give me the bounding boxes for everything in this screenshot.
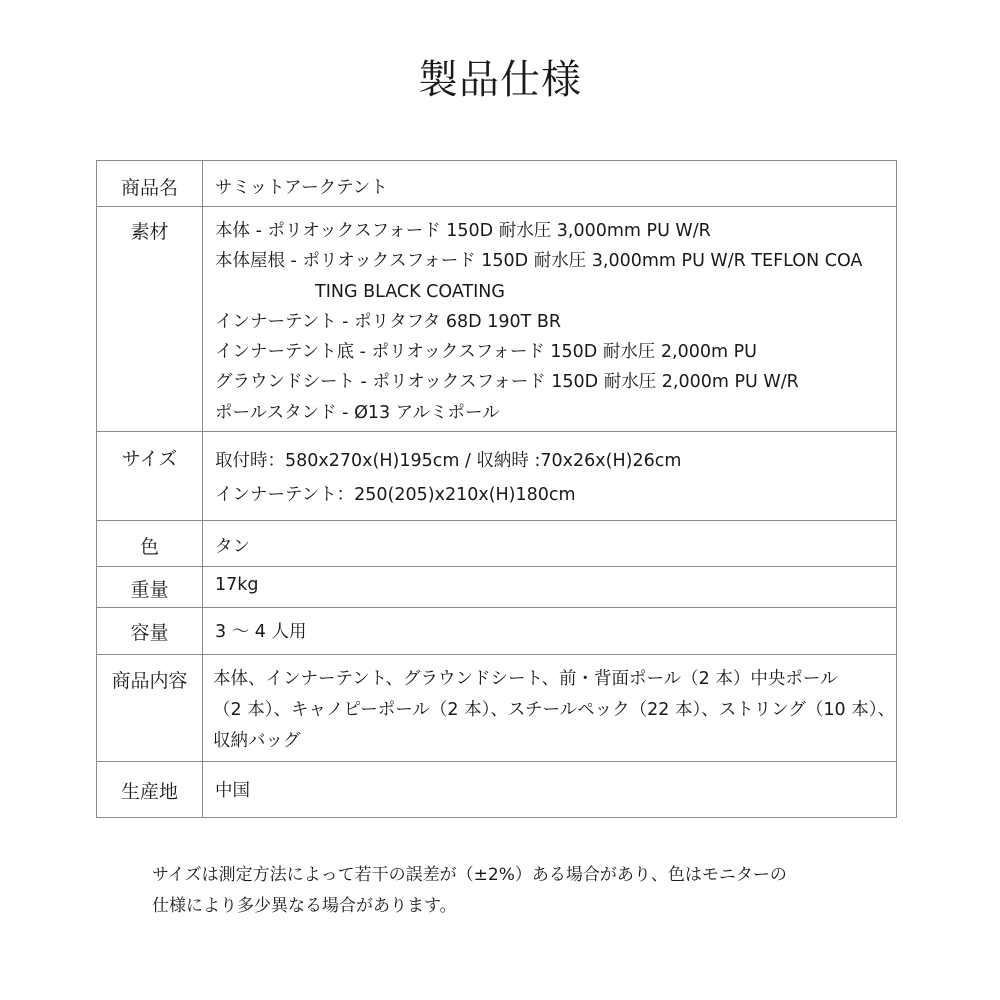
value-line: （2 本）、キャノピーポール（2 本）、スチールペック（22 本）、ストリング（10 本）、 (213, 700, 895, 720)
value-line: タン (215, 537, 250, 557)
footnote-line: 仕様により多少異なる場合があります。 (152, 896, 457, 916)
row-value (203, 762, 897, 818)
value-line: TING BLACK COATING (315, 281, 505, 302)
value-line: ポールスタンド - Ø13 アルミポール (215, 402, 500, 423)
row-label (97, 762, 203, 818)
value-line: 本体屋根 - ポリオックスフォード 150D 耐水圧 3,000mm PU W/R TEFLON COA (215, 251, 863, 272)
row-label (97, 521, 203, 567)
table-row-material (97, 207, 897, 432)
value-line: 17kg (215, 575, 259, 595)
page-title: 製品仕様 (418, 57, 582, 103)
value-line: インナーテント底 - ポリオックスフォード 150D 耐水圧 2,000m PU (215, 342, 757, 363)
row-value (203, 161, 897, 207)
row-value (203, 432, 897, 521)
value-line: 取付時：580x270x(H)195cm / 収納時 :70x26x(H)26cm (215, 451, 682, 471)
value-line: 本体、インナーテント、グラウンドシート、前・背面ポール（2 本）中央ポール (213, 669, 838, 689)
row-label (97, 207, 203, 432)
value-line: インナーテント - ポリタフタ 68D 190T BR (215, 311, 562, 332)
table-row-contents (97, 655, 897, 762)
row-label (97, 567, 203, 608)
value-line: 収納バッグ (213, 731, 301, 751)
row-label (97, 161, 203, 207)
value-line: 中国 (215, 781, 250, 801)
value-line: 本体 - ポリオックスフォード 150D 耐水圧 3,000mm PU W/R (215, 221, 711, 241)
row-label (97, 608, 203, 655)
row-label-text: 重量 (130, 579, 169, 601)
row-label-text: 商品名 (120, 177, 178, 199)
row-label (97, 432, 203, 521)
footnote-line: サイズは測定方法によって若干の誤差が（±2%）ある場合があり、色はモニターの (152, 865, 787, 885)
table-row-product-name (97, 161, 897, 207)
footnote (152, 860, 912, 922)
row-label-text: 商品内容 (111, 670, 188, 692)
row-value (203, 567, 897, 608)
value-line: サミットアークテント (215, 178, 388, 198)
value-line: グラウンドシート - ポリオックスフォード 150D 耐水圧 2,000m PU W/R (215, 372, 799, 393)
value-line: インナーテント：250(205)x210x(H)180cm (215, 485, 576, 505)
row-value (203, 521, 897, 567)
table-row-capacity (97, 608, 897, 655)
row-value (203, 207, 897, 432)
row-label-text: 容量 (130, 622, 169, 644)
row-value (203, 608, 897, 655)
row-label-text: サイズ (121, 448, 178, 470)
table-row-size (97, 432, 897, 521)
spec-table (96, 160, 897, 818)
row-label (97, 655, 203, 762)
table-row-origin (97, 762, 897, 818)
table-row-color (97, 521, 897, 567)
row-value (203, 655, 897, 762)
row-label-text: 生産地 (120, 781, 178, 803)
table-row-weight (97, 567, 897, 608)
row-label-text: 素材 (130, 221, 169, 243)
value-line: 3 〜 4 人用 (215, 622, 307, 642)
row-label-text: 色 (139, 536, 159, 558)
